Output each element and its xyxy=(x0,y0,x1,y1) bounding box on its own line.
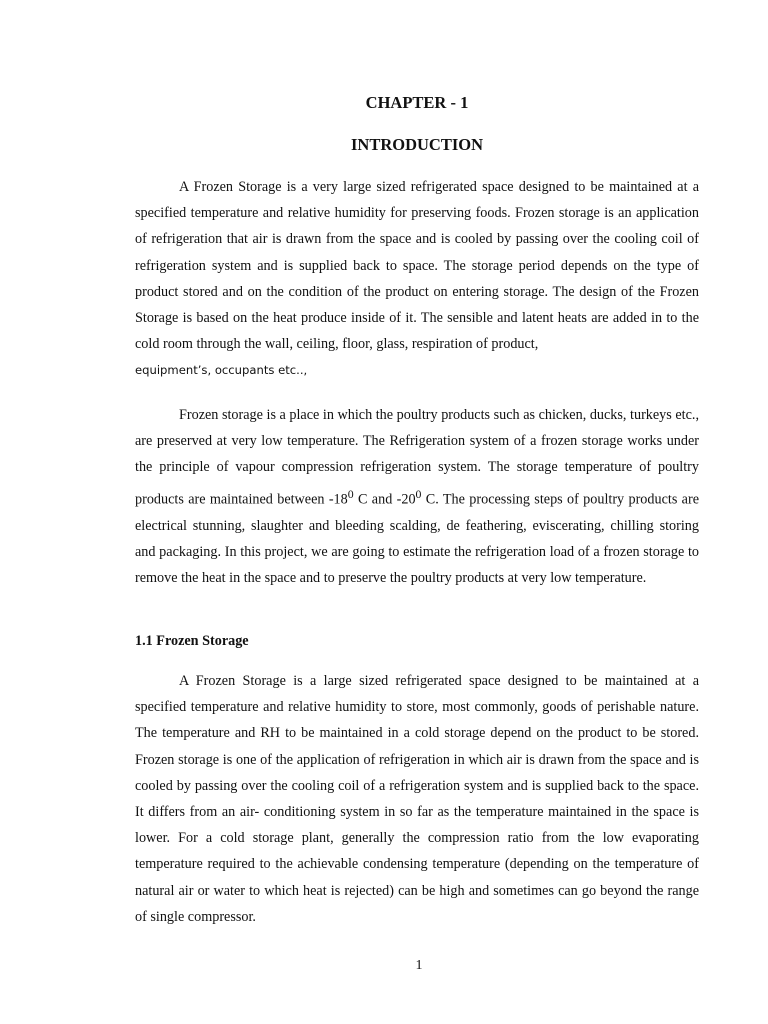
superscript-degree-2: 0 xyxy=(415,486,422,501)
paragraph-frozen-storage-text: A Frozen Storage is a large sized refrigerated space designed to be maintained at a specified temperature and relative humidity to store, most commonly, goods of perishable nature. The temperature and RH to be maintained in a cold storage depend on the product to be stored. Frozen storage is one of the application of refrigeration in which air is drawn from the space and is cooled by passing over the cooling coil of a refrigeration system and is supplied back to the space. It differs from an air- conditioning system in so far as the temperature maintained in the space is lower. For a cold storage plant, generally the compression ratio from the low evaporating temperature required to the achievable condensing temperature (depending on the temperature of natural air or water to which heat is rejected) can be high and sometimes can go beyond the range of single compressor. xyxy=(135,673,699,925)
chapter-label: CHAPTER - 1 xyxy=(365,93,469,112)
paragraph-intro-text: A Frozen Storage is a very large sized refrigerated space designed to be maintained at a specified temperature and relative humidity for preserving foods. Frozen storage is an application of refrigeration that air is drawn from the space and is cooled by passing over the cooling coil of refrigeration system and is supplied back to space. The storage period depends on the type of product stored and on the condition of the product on entering storage. The design of the Frozen Storage is based on the heat produce inside of it. The sensible and latent heats are added in to the cold room through the wall, ceiling, floor, glass, respiration of product, xyxy=(135,179,699,353)
paragraph-poultry-text-c: C. The processing steps of poultry products are electrical stunning, slaughter and bleeding scalding, de feathering, eviscerating, chilling storing and packaging. In this project, we are going to estimate the refrigeration load of a frozen storage to remove the heat in the space and to preserve the poultry products at very low temperature. xyxy=(135,491,700,586)
paragraph-poultry-text-a: Frozen storage is a place in which the poultry products such as chicken, ducks, turkeys etc., are preserved at very low temperature. The Refrigeration system of a frozen storage works under the principle of vapour compression refrigeration system. The storage temperature of poultry products are maintained between -18 xyxy=(135,407,699,508)
section-heading: 1.1 Frozen Storage xyxy=(135,633,249,649)
chapter-title: INTRODUCTION xyxy=(350,135,484,154)
paragraph-intro xyxy=(135,174,699,384)
page-number: 1 xyxy=(415,958,423,973)
superscript-degree-1: 0 xyxy=(347,486,354,501)
paragraph-poultry xyxy=(135,402,699,591)
paragraph-poultry-text-b: C and -20 xyxy=(353,491,416,508)
paragraph-frozen-storage xyxy=(135,668,699,930)
paragraph-intro-tail: equipment’s, occupants etc.., xyxy=(135,363,308,378)
